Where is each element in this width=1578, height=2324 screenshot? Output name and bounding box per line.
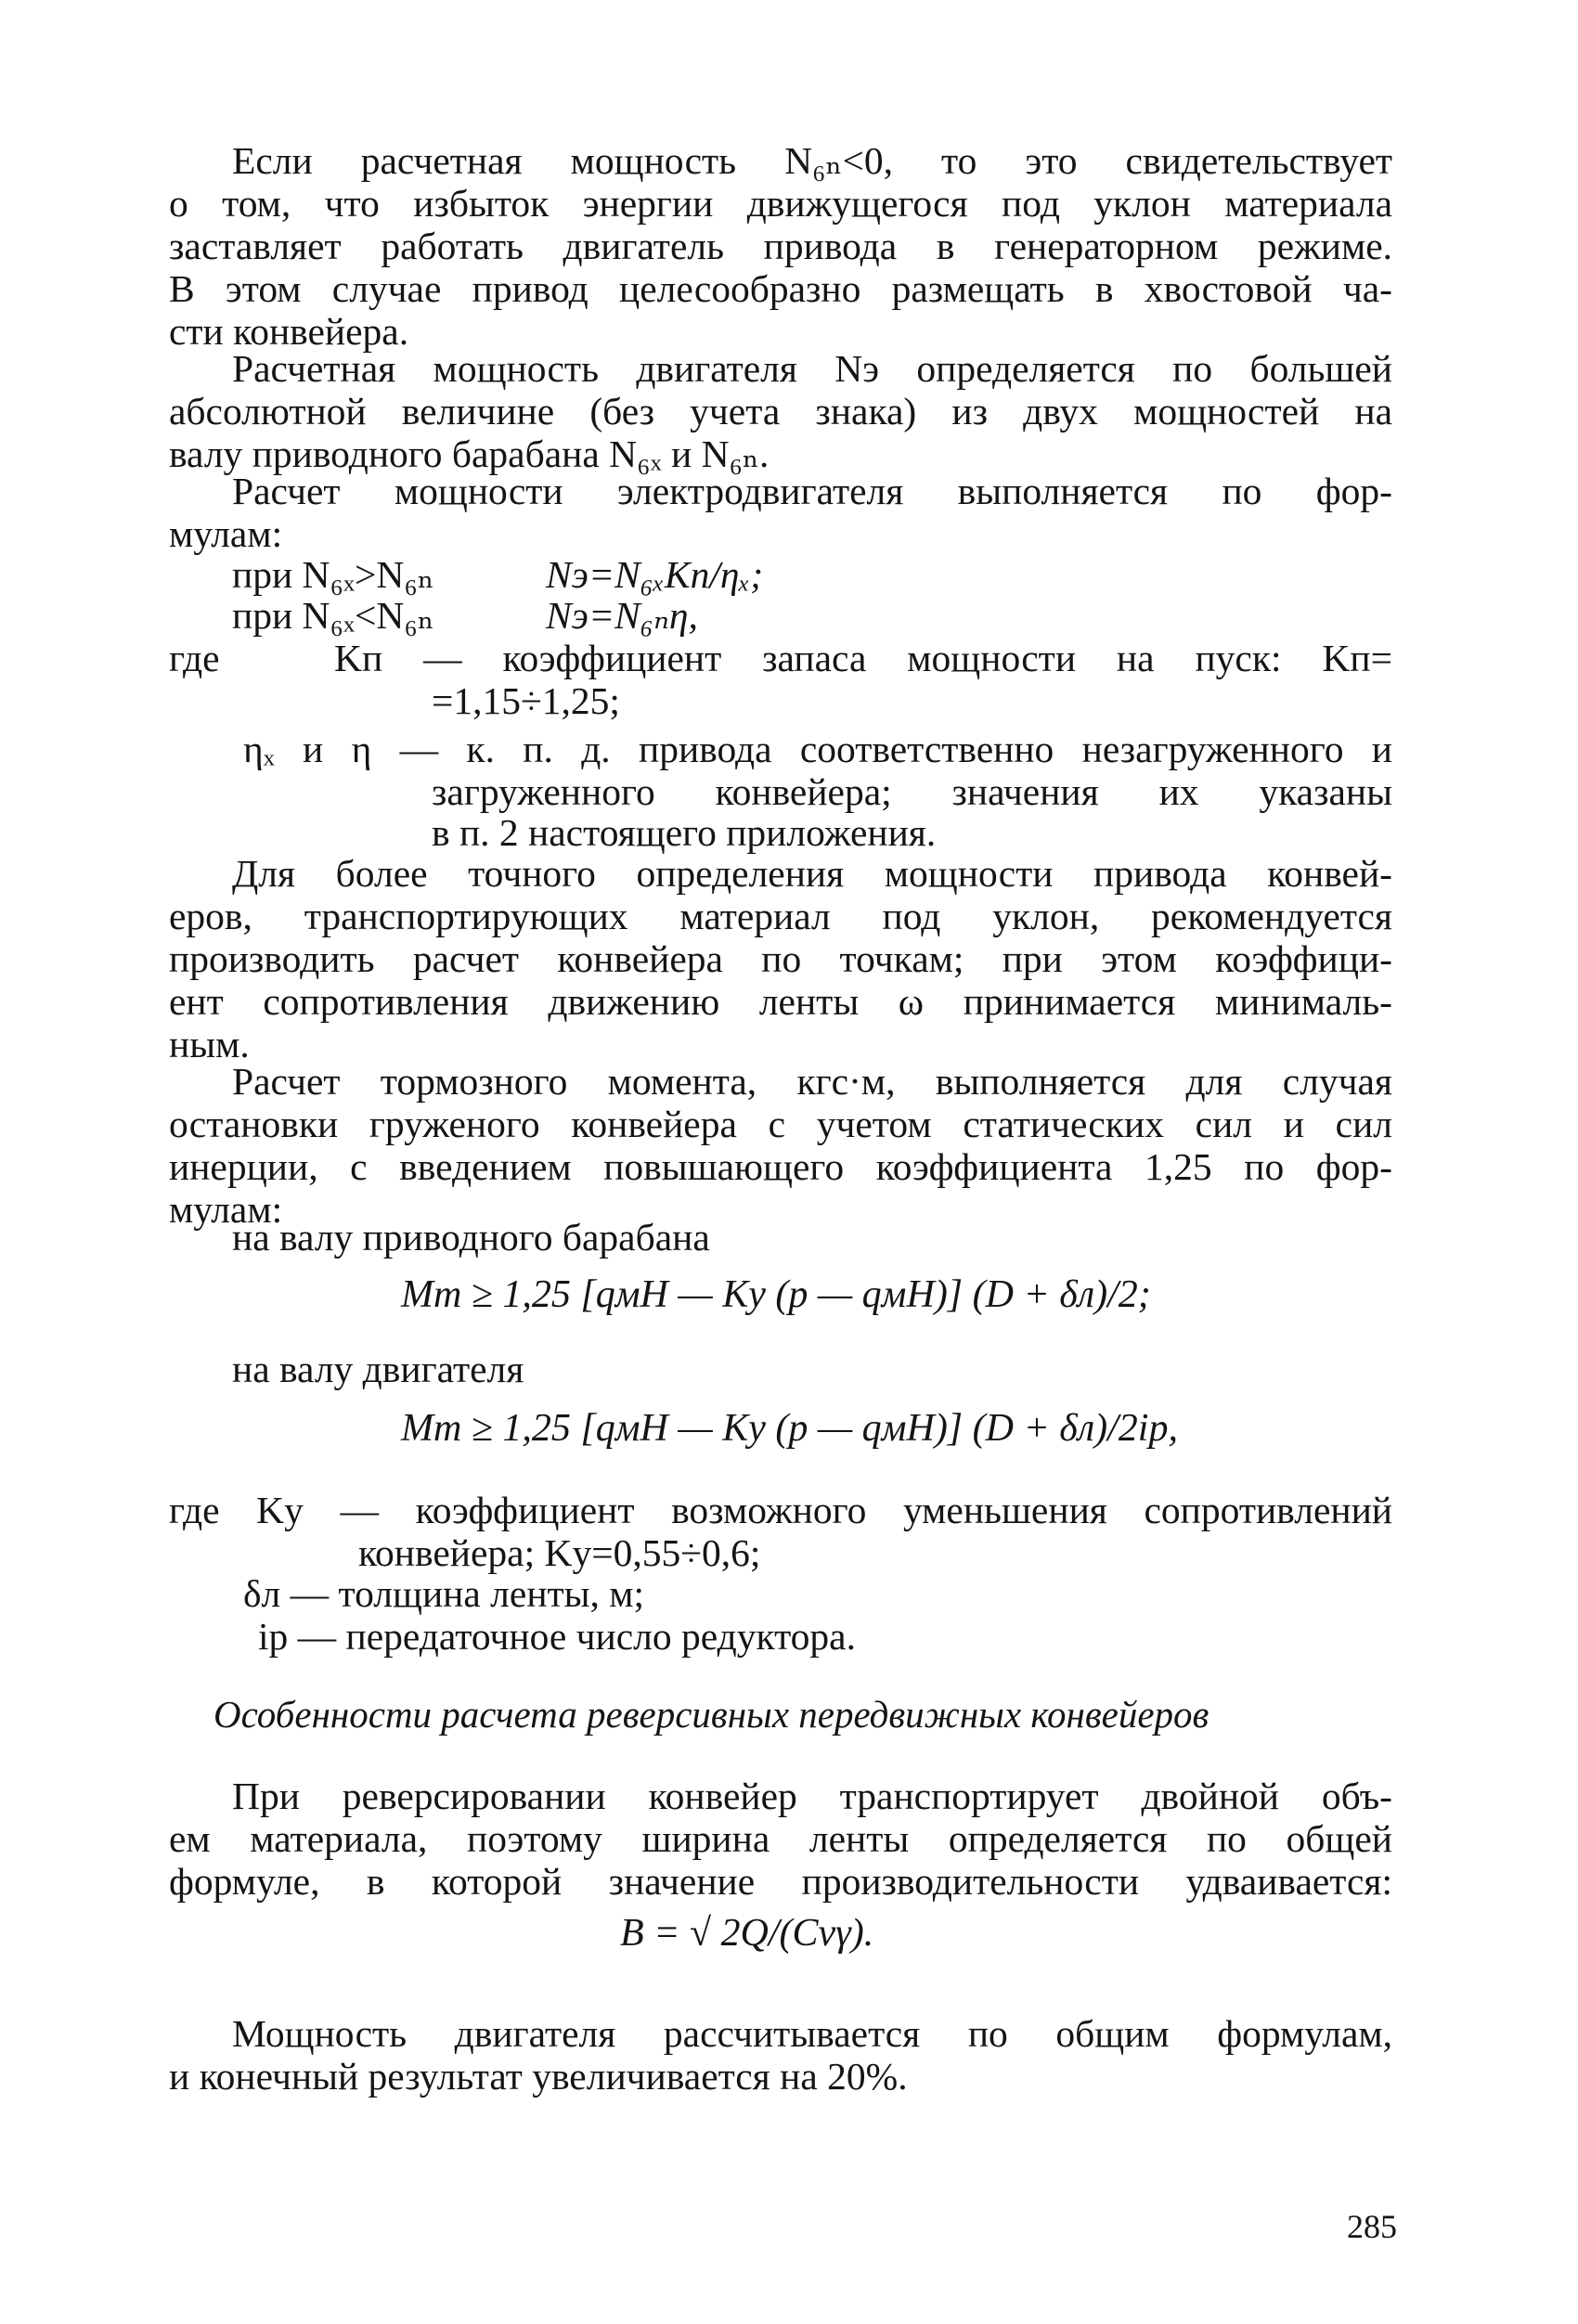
text-line: остановки груженого конвейера с учетом статических сил и сил: [169, 1103, 1392, 1145]
text-line: В этом случае привод целесообразно размещать в хвостовой ча-: [169, 267, 1392, 310]
text-line: Мощность двигателя рассчитывается по общим формулам,: [232, 2012, 1392, 2055]
motor-shaft-label: на валу двигателя: [232, 1348, 524, 1390]
drum-shaft-label: на валу приводного барабана: [232, 1216, 710, 1259]
text-line: сти конвейера.: [169, 310, 409, 353]
text-line: формуле, в которой значение производительности удваивается:: [169, 1860, 1392, 1903]
text-line: Расчетная мощность двигателя Nэ определяется по большей: [232, 347, 1392, 390]
text-line: абсолютной величине (без учета знака) из двух мощностей на: [169, 390, 1392, 433]
text-line: Для более точного определения мощности привода конвей-: [232, 852, 1392, 895]
formula-belt-width: B = √ 2Q/(Cvγ).: [620, 1912, 874, 1955]
where-word: где: [169, 637, 220, 679]
formula-drum: Mт ≥ 1,25 [qмH — Kу (p — qмH)] (D + δл)/2;: [401, 1273, 1151, 1316]
eta-definition-end: в п. 2 настоящего приложения.: [432, 811, 937, 854]
text-line: ным.: [169, 1023, 250, 1065]
ky-definition: где Kу — коэффициент возможного уменьшения сопротивлений: [169, 1489, 1392, 1531]
text-line: ент сопротивления движению ленты ω принимается минималь-: [169, 980, 1392, 1023]
text-line: Расчет мощности электродвигателя выполняется по фор-: [232, 470, 1392, 512]
text-line: и конечный результат увеличивается на 20%.: [169, 2055, 908, 2098]
text-line: ем материала, поэтому ширина ленты определяется по общей: [169, 1817, 1392, 1860]
ip-definition: iр — передаточное число редуктора.: [258, 1615, 856, 1658]
section-heading: Особенности расчета реверсивных передвижных конвейеров: [213, 1693, 1209, 1736]
paragraph-5: [169, 1060, 1392, 1231]
delta-definition: δл — толщина ленты, м;: [243, 1572, 645, 1615]
condition-label-2: при N₆ₓ<N₆ₙ: [232, 594, 434, 637]
text-line: При реверсировании конвейер транспортирует двойной объ-: [232, 1775, 1392, 1817]
text-line: заставляет работать двигатель привода в генераторном режиме.: [169, 225, 1392, 267]
paragraph-1: [169, 139, 1392, 353]
text-line: мулам:: [169, 1188, 283, 1231]
kp-definition: Kп — коэффициент запаса мощности на пуск: Kп=: [334, 637, 1392, 679]
eta-definition: ηₓ и η — к. п. д. привода соответственно незагруженного и: [243, 728, 1392, 770]
text-line: мулам:: [169, 512, 283, 555]
text-line: Расчет тормозного момента, кгс·м, выполняется для случая: [232, 1060, 1392, 1103]
condition-formula-1: Nэ=N₆ₓKп/ηₓ;: [546, 553, 764, 596]
paragraph-6: [169, 1775, 1392, 1903]
text-line: Если расчетная мощность N₆ₙ<0, то это свидетельствует: [232, 139, 1392, 182]
kp-range: =1,15÷1,25;: [432, 679, 620, 722]
formula-motor: Mт ≥ 1,25 [qмH — Kу (p — qмH)] (D + δл)/2iр,: [401, 1407, 1178, 1450]
eta-definition-cont: загруженного конвейера; значения их указаны: [432, 770, 1392, 813]
paragraph-4: [169, 852, 1392, 1065]
text-line: о том, что избыток энергии движущегося под уклон материала: [169, 182, 1392, 225]
text-line: валу приводного барабана N₆ₓ и N₆ₙ.: [169, 433, 770, 475]
page-number: 285: [1347, 2208, 1397, 2245]
paragraph-3: [169, 470, 1392, 555]
text-line: производить расчет конвейера по точкам; при этом коэффици-: [169, 937, 1392, 980]
condition-formula-2: Nэ=N₆ₙη,: [546, 594, 698, 637]
text-line: еров, транспортирующих материал под уклон, рекомендуется: [169, 895, 1392, 937]
condition-label-1: при N₆ₓ>N₆ₙ: [232, 553, 434, 596]
ky-range: конвейера; Kу=0,55÷0,6;: [358, 1531, 761, 1574]
paragraph-7: [169, 2012, 1392, 2098]
paragraph-2: [169, 347, 1392, 475]
text-line: инерции, с введением повышающего коэффициента 1,25 по фор-: [169, 1145, 1392, 1188]
